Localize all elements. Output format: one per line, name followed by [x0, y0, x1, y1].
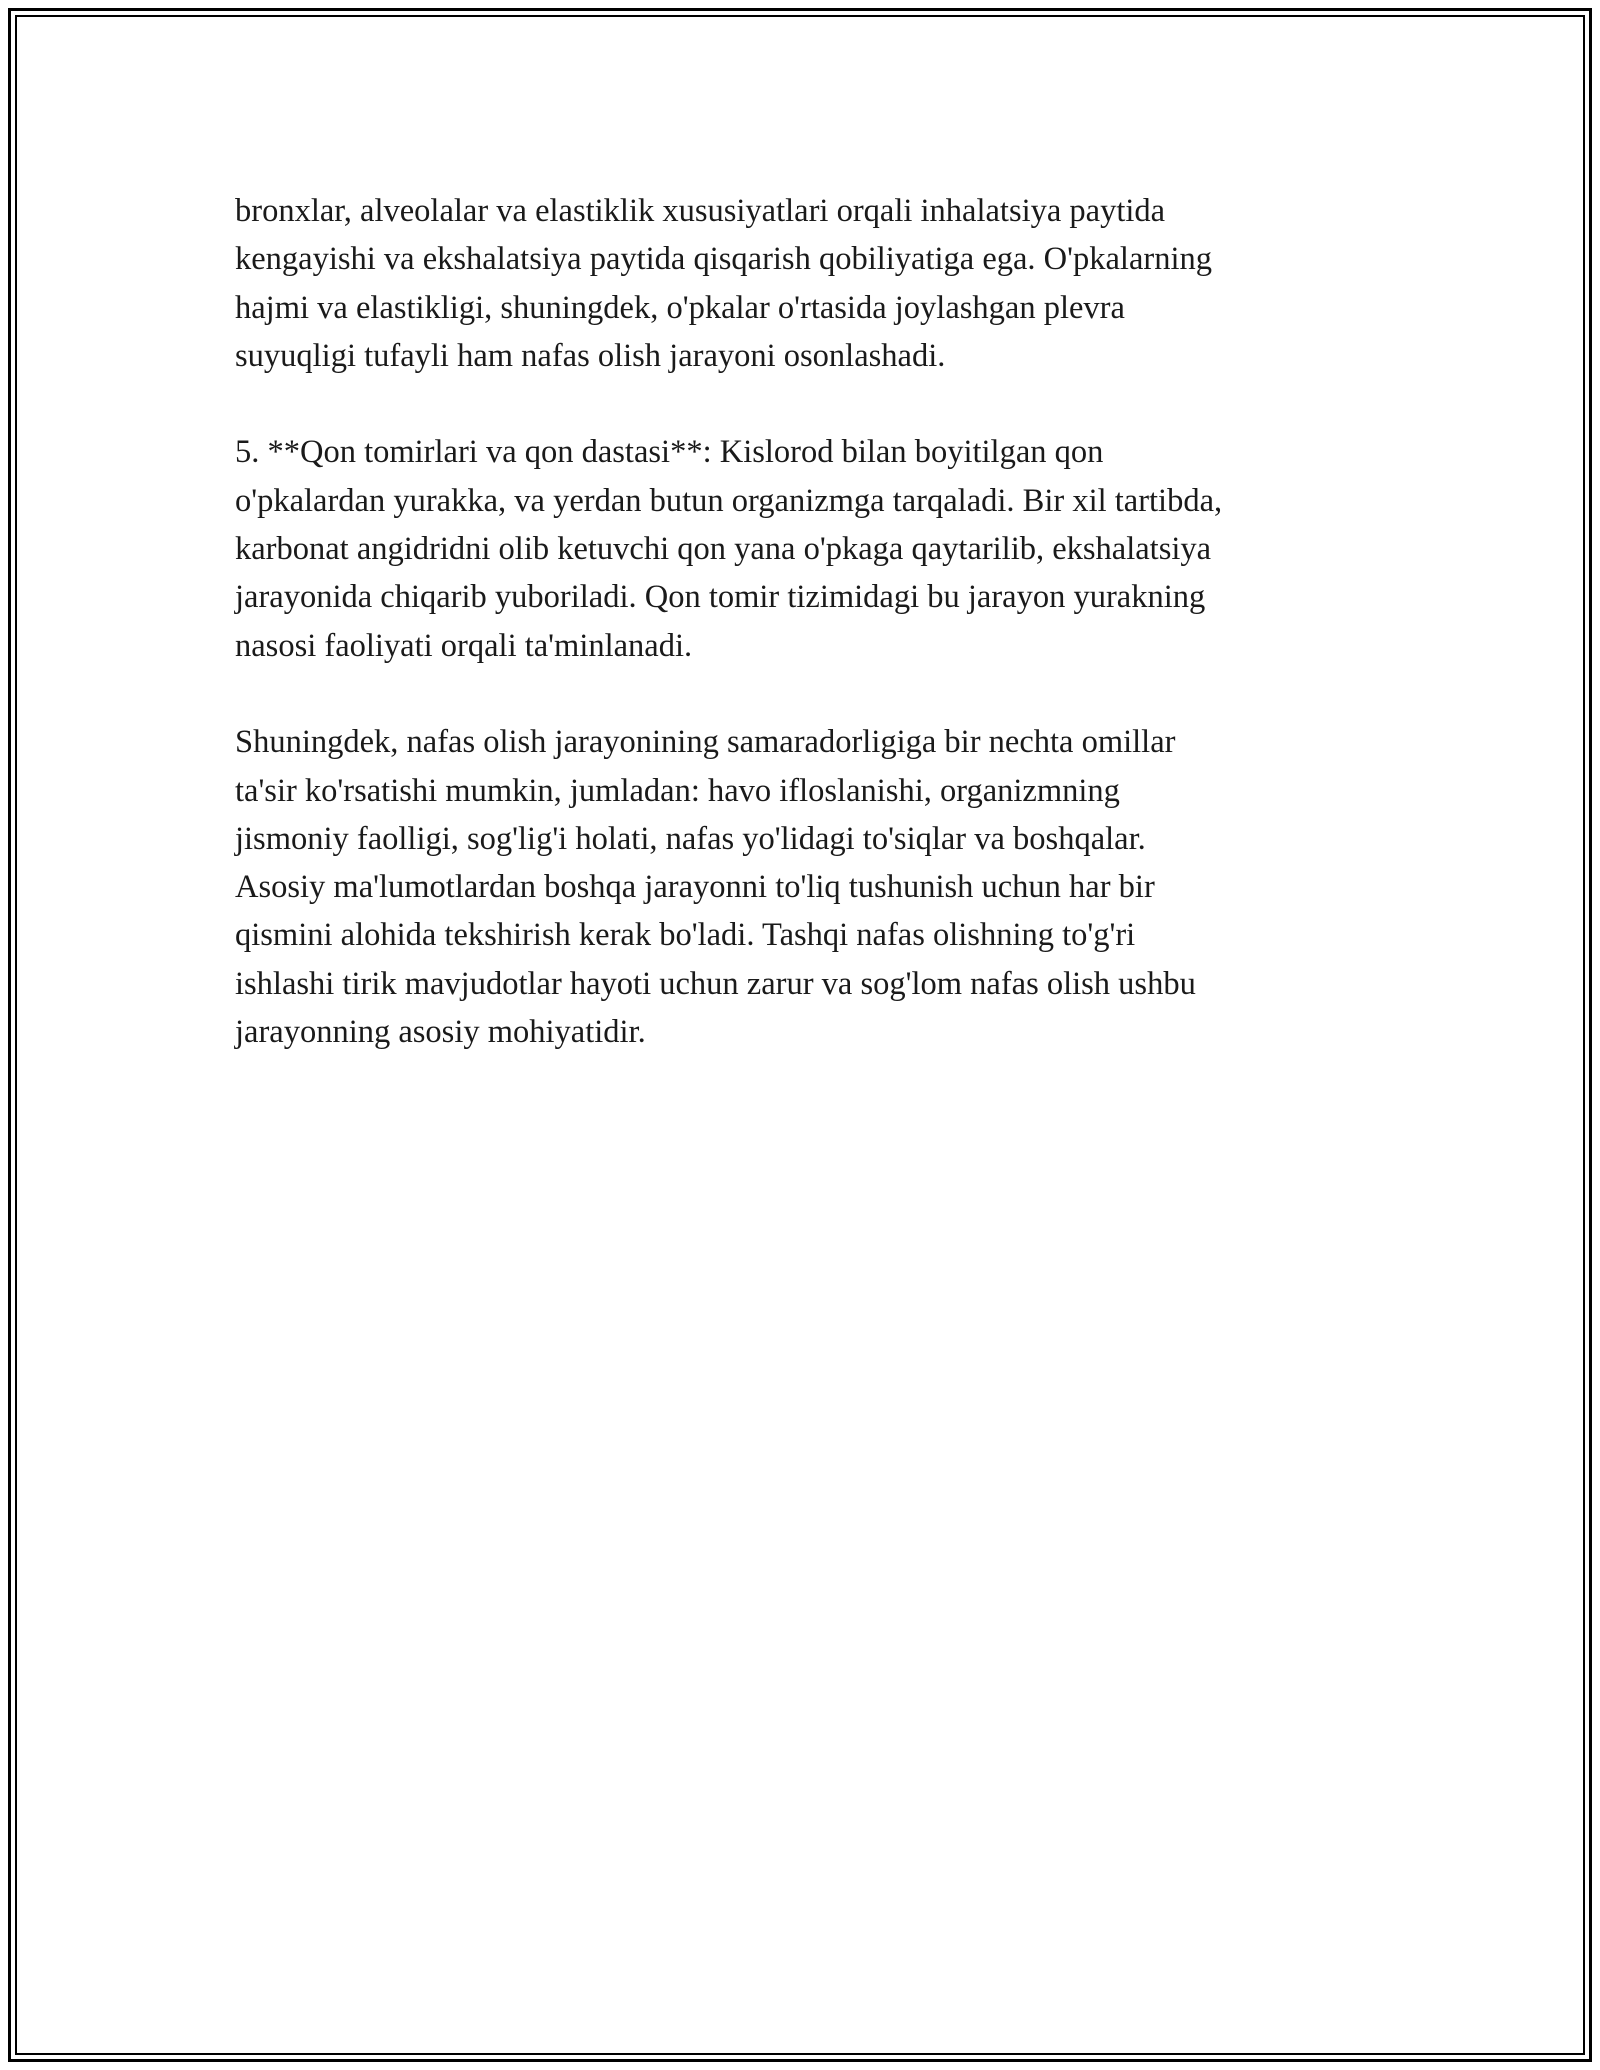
paragraph-summary: Shuningdek, nafas olish jarayonining samaradorligiga bir nechta omillar ta'sir ko'rsatishi mumkin, jumladan: havo ifloslanishi, organizmning jismoniy faolligi, sog'lig'i holati, nafas yo'lidagi to'siqlar va boshqalar. Asosiy ma'lumotlardan boshqa jarayonni to'liq tushunish uchun har bir qismini alohida tekshirish kerak bo'ladi. Tashqi nafas olishning to'g'ri ishlashi tirik mavjudotlar hayoti uchun zarur va sog'lom nafas olish ushbu jarayonning asosiy mohiyatidir.	[235, 724, 1196, 1051]
document-body	[235, 187, 1355, 1056]
paragraph-lungs: bronxlar, alveolalar va elastiklik xususiyatlari orqali inhalatsiya paytida kengayishi va ekshalatsiya paytida qisqarish qobiliyatiga ega. O'pkalarning hajmi va elastikligi, shuningdek, o'pkalar o'rtasida joylashgan plevra suyuqligi tufayli ham nafas olish jarayoni osonlashadi.	[235, 193, 1212, 374]
paragraph-blood-vessels: 5. **Qon tomirlari va qon dastasi**: Kislorod bilan boyitilgan qon o'pkalardan yurakka, va yerdan butun organizmga tarqaladi. Bir xil tartibda, karbonat angidridni olib ketuvchi qon yana o'pkaga qaytarilib, ekshalatsiya jarayonida chiqarib yuboriladi. Qon tomir tizimidagi bu jarayon yurakning nasosi faoliyati orqali ta'minlanadi.	[235, 434, 1223, 664]
